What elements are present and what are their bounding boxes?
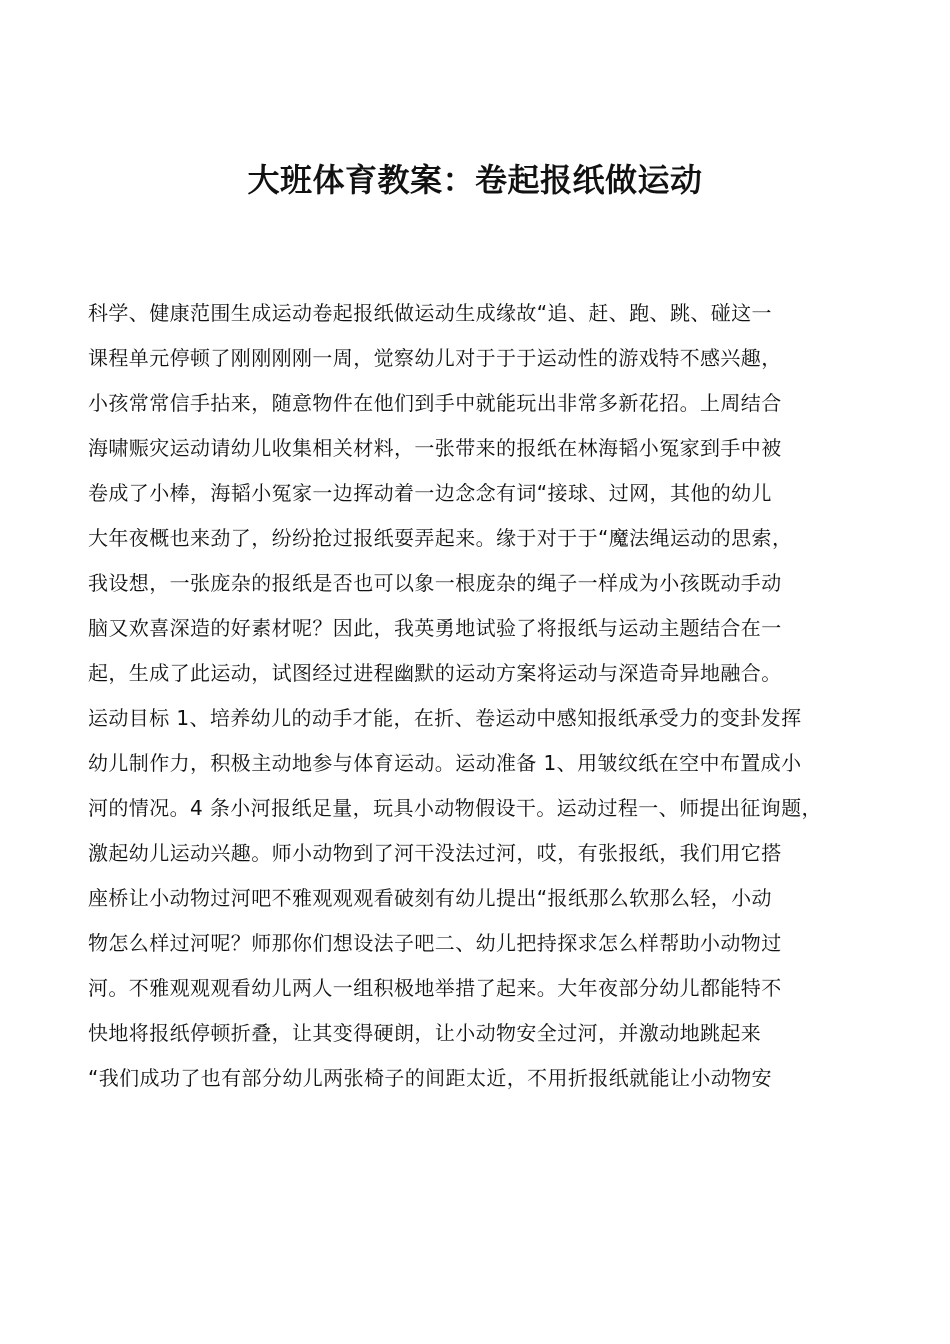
body-line: 快地将报纸停顿折叠，让其变得硬朗，让小动物安全过河，并激动地跳起来 bbox=[88, 1021, 762, 1045]
body-line: “我们成功了也有部分幼儿两张椅子的间距太近，不用折报纸就能让小动物安 bbox=[88, 1066, 772, 1090]
body-line: 我设想，一张庞杂的报纸是否也可以象一根庞杂的绳子一样成为小孩既动手动 bbox=[88, 571, 782, 595]
body-line: 河的情况。4 条小河报纸足量，玩具小动物假设干。运动过程一、师提出征询题， bbox=[88, 796, 822, 820]
body-line: 卷成了小棒，海韬小冤家一边挥动着一边念念有词“接球、过网，其他的幼儿 bbox=[88, 481, 772, 505]
body-line: 课程单元停顿了刚刚刚刚一周，觉察幼儿对于于于运动性的游戏特不感兴趣， bbox=[88, 346, 782, 370]
body-line: 运动目标 1、培养幼儿的动手才能，在折、卷运动中感知报纸承受力的变卦发挥 bbox=[88, 706, 802, 730]
body-line: 海啸赈灾运动请幼儿收集相关材料，一张带来的报纸在林海韬小冤家到手中被 bbox=[88, 436, 782, 460]
document-title: 大班体育教案：卷起报纸做运动 bbox=[247, 161, 703, 199]
body-line: 物怎么样过河呢？师那你们想设法子吧二、幼儿把持探求怎么样帮助小动物过 bbox=[88, 931, 782, 955]
body-line: 脑又欢喜深造的好素材呢？因此，我英勇地试验了将报纸与运动主题结合在一 bbox=[88, 616, 782, 640]
body-line: 河。不雅观观观看幼儿两人一组积极地举措了起来。大年夜部分幼儿都能特不 bbox=[88, 976, 782, 1000]
body-line: 座桥让小动物过河吧不雅观观观看破刻有幼儿提出“报纸那么软那么轻，小动 bbox=[88, 886, 772, 910]
document-body bbox=[88, 291, 868, 1101]
body-line: 科学、健康范围生成运动卷起报纸做运动生成缘故“追、赶、跑、跳、碰这一 bbox=[88, 301, 772, 325]
body-line: 激起幼儿运动兴趣。师小动物到了河干没法过河，哎，有张报纸，我们用它搭 bbox=[88, 841, 782, 865]
body-line: 小孩常常信手拈来，随意物件在他们到手中就能玩出非常多新花招。上周结合 bbox=[88, 391, 782, 415]
body-line: 幼儿制作力，积极主动地参与体育运动。运动准备 1、用皱纹纸在空中布置成小 bbox=[88, 751, 802, 775]
body-line: 起，生成了此运动，试图经过进程幽默的运动方案将运动与深造奇异地融合。 bbox=[88, 661, 782, 685]
body-line: 大年夜概也来劲了，纷纷抢过报纸耍弄起来。缘于对于于“魔法绳运动的思索， bbox=[88, 526, 793, 550]
